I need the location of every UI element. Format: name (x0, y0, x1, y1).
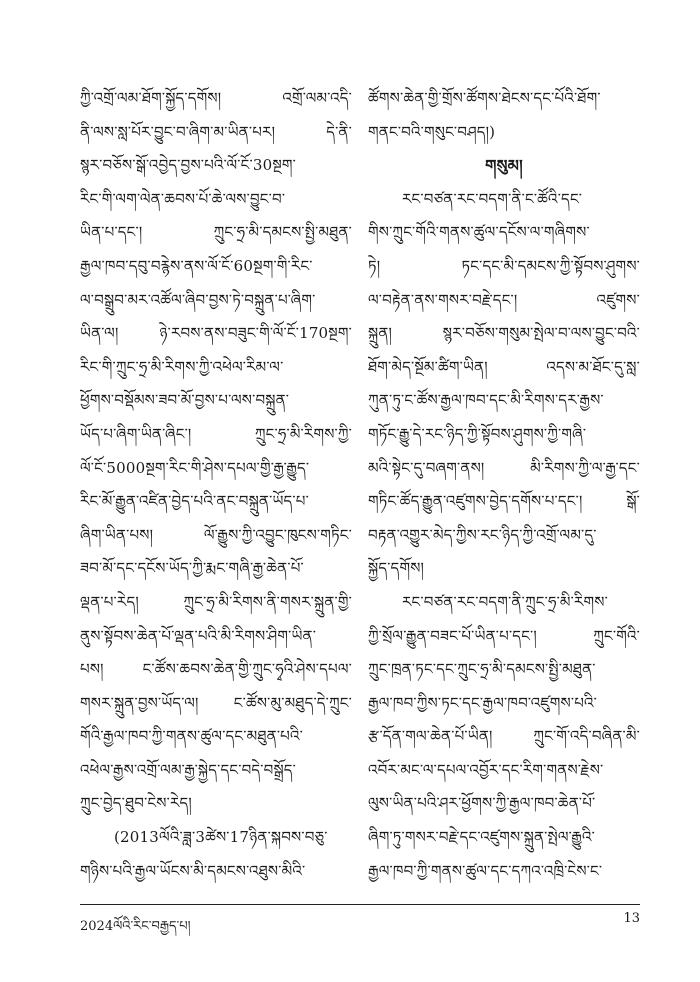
citation-line: (2013ལོའི་ཟླ་3ཚེས་17ཉིན་སྐབས་བཅུ་ (114, 828, 328, 847)
text-line: འཕེལ་རྒྱས་འགྲོ་ལམ་རྒྱ་སྐྱེད་དང་བདེ་བསྒྲོད་ (80, 760, 297, 779)
text-line: མའི་སྟེང་དུ་བཞག་ནས། མི་རིགས་ཀྱི་ལ་རྒྱ་དང་ (368, 458, 640, 477)
text-line: ཐོག་མེད་སྔོམ་ཚིག་ཡིན། འདས་མ་ཐོང་དུ་སླ་ (368, 357, 640, 376)
text-line: རིང་མོ་རྒྱུན་འཛིན་བྱེད་པའི་ནང་བསྐྲུན་ཡོད་པ་ (80, 492, 309, 511)
text-line: རྩ་དོན་གལ་ཆེན་པོ་ཡིན། ཀྲུང་གོ་འདི་བཞིན་མི་ (368, 727, 640, 746)
text-line: སྐྲུན། སྙར་བཅོས་གསུམ་སྤེལ་བ་ལས་བྱུང་བའི་ (368, 324, 640, 343)
text-line: རྒྱལ་ཁབ་ཀྱི་གནས་ཚུལ་དང་དཀའ་འཁྲི་ངེས་ང་ (368, 861, 603, 880)
text-line: ནུས་སྟོབས་ཆེན་པོ་ལྡན་པའི་མི་རིགས་ཤིག་ཡིན་ (80, 626, 317, 645)
citation-line: གཉིས་པའི་རྒྱལ་ཡོངས་མི་དམངས་འཐུས་མིའི་ (80, 861, 306, 880)
text-line: ཀྱི་སྲོལ་རྒྱུན་བཟང་པོ་ཡིན་པ་དང་། ཀྲུང་གོའི་ (368, 626, 640, 645)
citation-line: གནང་བའི་གསུང་བཤད།) (368, 122, 496, 141)
citation-line: ཚོགས་ཆེན་གྱི་གྲོས་ཚོགས་ཐེངས་དང་པོའི་ཐོག་ (368, 89, 601, 107)
text-line: ནི་ལས་སླ་པོར་བྱུང་བ་ཞིག་མ་ཡིན་པར། དེ་ནི་ (80, 122, 352, 141)
text-line: ལ་བརྟེན་ནས་གསར་བརྗེ་དང་། འཛུགས་ (368, 290, 640, 309)
text-line: ཞིག་ཏུ་གསར་བརྗེ་དང་འཛུགས་སྐྲུན་སྤེལ་རྒྱུའི་ (368, 828, 596, 847)
text-line: སྐྱོད་དགོས། (368, 559, 425, 578)
text-line: ཀྲུང་ཁྲན་ཏང་དང་ཀྲུང་ཧྲ་མི་དམངས་སྤྱི་མཐུན་ (368, 660, 596, 679)
text-line: བརྟན་འགྱུར་མེད་ཀྱིས་རང་ཉིད་ཀྱི་འགྲོ་ལམ་དུ་ (368, 525, 597, 544)
text-line: ཀུན་ཏུ་ང་ཚོས་རྒྱལ་ཁབ་དང་མི་རིགས་དར་རྒྱས་ (368, 391, 604, 410)
footer-rule (80, 904, 640, 905)
right-column (368, 82, 640, 888)
section-heading: གསུམ། (485, 156, 523, 176)
text-line: འབོར་མང་ལ་དཔལ་འབྱོར་དང་རིག་གནས་རྗེས་ (368, 760, 604, 779)
text-line: སྙར་བཅོས་སྒོ་འབྱེད་བྱས་པའི་ལོ་ངོ་30སྔག་ (80, 156, 296, 175)
text-line: ལ་བསྒྲུབ་མར་འཚོལ་ཞིབ་བྱས་ཏེ་བསྐྲུན་པ་ཞིག་ (80, 290, 316, 309)
text-line: གཏོང་རྒྱུ་དེ་རང་ཉིད་ཀྱི་སྟོབས་ཤུགས་ཀྱི་གཞི་ (368, 424, 587, 443)
text-line: ཡིན་ལ། ཉེ་རབས་ནས་བཟུང་གི་ལོ་ངོ་170སྔག་ (80, 324, 352, 343)
text-line: ཏེ། ཏང་དང་མི་དམངས་ཀྱི་སྟོབས་ཤུགས་ (368, 256, 640, 275)
text-line: རིང་གི་ཀྲུང་ཧྲ་མི་རིགས་ཀྱི་འཕེལ་རིམ་ལ་ (80, 357, 284, 376)
text-line: ཡོད་པ་ཞིག་ཡིན་ཞིང་། ཀྲུང་ཧྲ་མི་རིགས་ཀྱི་ (80, 424, 352, 443)
page-number: 13 (623, 911, 640, 926)
text-line: གོའི་རྒྱལ་ཁབ་ཀྱི་གནས་ཚུལ་དང་མཐུན་པའི་ (80, 727, 303, 746)
text-line: པས། ང་ཚོས་ཆབས་ཆེན་གྱི་ཀྲུང་ཧྭའི་ཤེས་དཔལ་ (80, 660, 352, 679)
text-line: གསར་སྐྲུན་བྱས་ཡོད་ལ། ང་ཚོས་མུ་མཐུད་དེ་ཀྲུང་ (80, 693, 352, 712)
text-line: ལོ་ངོ་5000སྔག་རིང་གི་ཤེས་དཔལ་གྱི་རྒྱ་རྒྱུད་ (80, 458, 310, 477)
text-line: རྒྱལ་ཁབ་དབུ་བརྙེས་ནས་ལོ་ངོ་60སྔག་གི་རིང་ (80, 256, 313, 275)
text-line: ལུས་ཡིན་པའི་ཤར་ཕྱོགས་ཀྱི་རྒྱལ་ཁབ་ཆེན་པོ་ (368, 794, 596, 813)
text-line: ཡིན་པ་དང་། ཀྲུང་ཧྲ་མི་དམངས་སྤྱི་མཐུན་ (80, 223, 352, 242)
text-line: གིས་ཀྲུང་གོའི་གནས་ཚུལ་དངོས་ལ་གཞིགས་ (368, 223, 590, 242)
journal-issue: 2024ལོའི་རིང་བརྒྱད་པ། (80, 919, 191, 934)
text-line: རྒྱལ་ཁབ་ཀྱིས་ཏང་དང་རྒྱལ་ཁབ་འཛུགས་པའི་ (368, 693, 598, 712)
text-line: ཕྱོགས་བསྡོམས་ཟབ་མོ་བྱས་པ་ལས་བསྐྲུན་ (80, 391, 290, 410)
text-line: ཟབ་མོ་དང་དངོས་ཡོད་ཀྱི་རྨང་གཞི་རྒྱ་ཆེན་པོ་ (80, 559, 304, 578)
text-line: ལྡན་པ་རེད། ཀྲུང་ཧྲ་མི་རིགས་ནི་གསར་སྐྲུན་གྱི་ (80, 592, 352, 611)
text-line: གཏིང་ཚོད་རྒྱུན་འཛུགས་བྱེད་དགོས་པ་དང་། སྒོ་ (368, 492, 640, 511)
text-line: ཀྲུང་བྱེད་ཐུབ་ངེས་རེད། (80, 794, 192, 813)
left-column (80, 82, 352, 888)
text-line: ཀྱི་འགྲོ་ལམ་ཐོག་སྐྱོད་དགོས། འགྲོ་ལམ་འདི་ (80, 89, 352, 107)
text-line: རང་བཙན་རང་བདག་ནི་ང་ཚོའི་དང་ (402, 189, 583, 208)
text-line: རིང་གི་ལག་ལེན་ཆབས་པོ་ཆེ་ལས་བྱུང་བ་ (80, 189, 286, 208)
text-line: ཞིག་ཡིན་པས། ལོ་རྒྱུས་ཀྱི་འབྱུང་ཁུངས་གཏིང་ (80, 525, 352, 544)
text-line: རང་བཙན་རང་བདག་ནི་ཀྲུང་ཧྲ་མི་རིགས་ (402, 592, 608, 611)
